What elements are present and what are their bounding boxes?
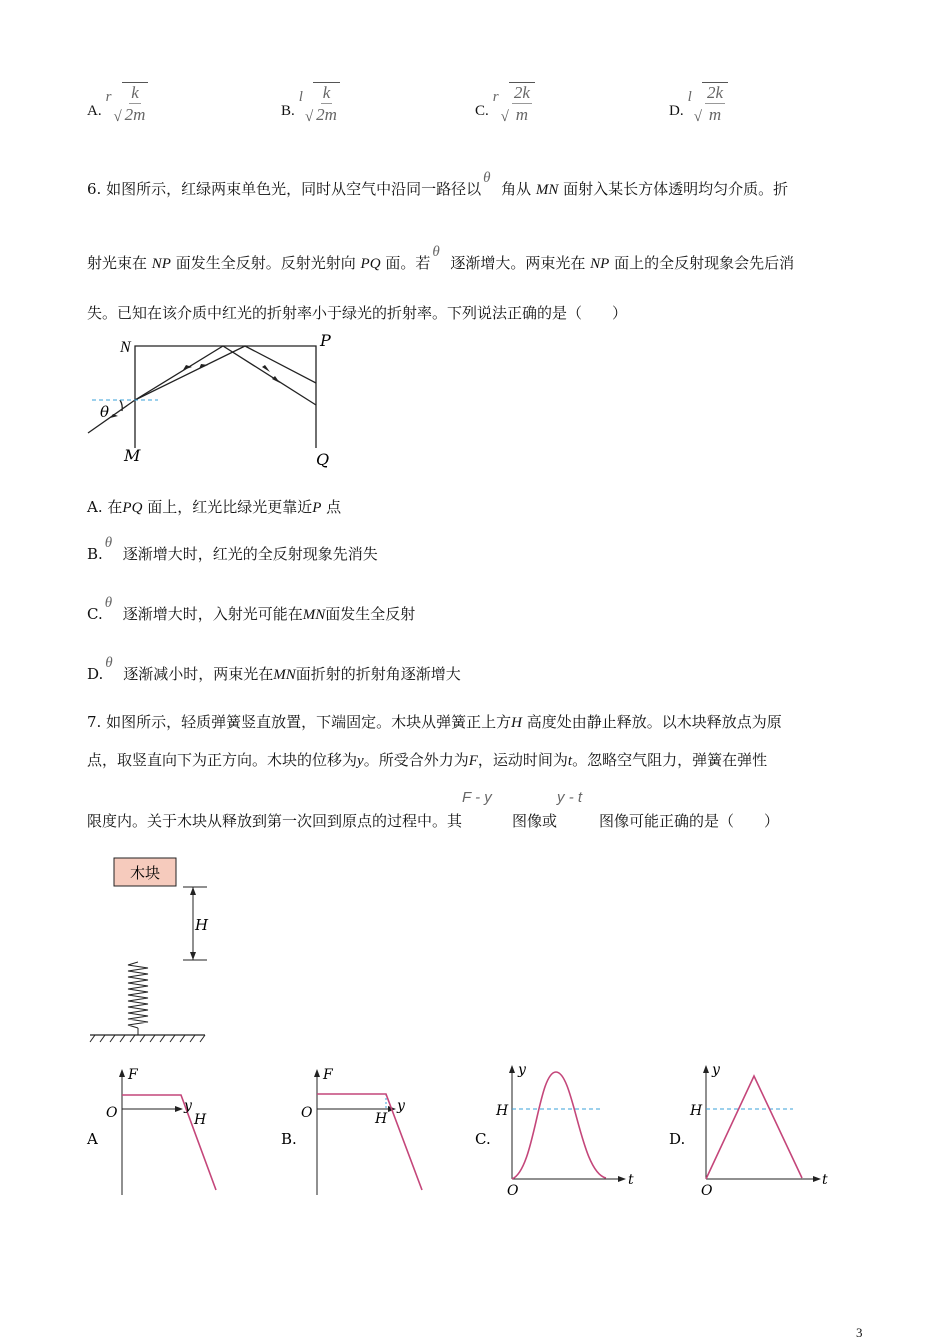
prefix: r (105, 89, 112, 105)
svg-text:H: H (496, 1103, 509, 1119)
svg-text:M: M (124, 446, 141, 465)
svg-text:N: N (120, 339, 131, 356)
numerator: k (322, 83, 331, 102)
svg-text:y: y (712, 1062, 720, 1078)
svg-text:A: A (87, 1130, 98, 1148)
q6-prism-figure (80, 330, 350, 470)
option-label: B. (281, 103, 295, 119)
svg-text:F: F (323, 1067, 333, 1083)
svg-text:H: H (690, 1103, 703, 1119)
svg-text:木块: 木块 (129, 864, 161, 882)
q6-option-b[interactable]: B. θ 逐渐增大时，红光的全反射现象先消失 (87, 535, 378, 563)
graph-d[interactable] (669, 1062, 828, 1199)
svg-text:P: P (320, 331, 331, 350)
option-label: C. (475, 103, 489, 119)
option-label: A. (87, 103, 102, 119)
q7-graphs (80, 1060, 860, 1200)
q5-option-b[interactable] (281, 82, 340, 126)
svg-text:C.: C. (475, 1130, 491, 1148)
svg-text:O: O (701, 1183, 713, 1199)
q6-line-1: 6. 如图所示，红绿两束单色光，同时从空气中沿同一路径以 θ 角从 MN 面射入某长方体透明均匀介质。折 (87, 170, 789, 198)
sqrt-icon: √ $\frac{2k}{m}$ (501, 82, 535, 126)
q6-option-a[interactable]: A. 在PQ 面上，红光比绿光更靠近P 点 (87, 498, 342, 516)
graph-a[interactable] (86, 1067, 216, 1195)
sqrt-icon: √ $\frac{k}{2m}$ (305, 82, 340, 126)
q5-option-a[interactable] (87, 82, 148, 126)
svg-text:y: y (184, 1098, 192, 1114)
denominator: m (515, 105, 528, 124)
prefix: r (492, 89, 499, 105)
graph-b[interactable] (281, 1067, 422, 1195)
q6-line-3: 失。已知在该介质中红光的折射率小于绿光的折射率。下列说法正确的是（ ） (87, 304, 628, 322)
q7-line-3: 限度内。关于木块从释放到第一次回到原点的过程中。其F - y图像或y - t图像可能正确的是（ ） (87, 789, 780, 830)
q7-line-2: 点，取竖直向下为正方向。木块的位移为y。所受合外力为F，运动时间为t。忽略空气阻力，弹簧在弹性 (87, 751, 768, 769)
q6-line-2: 射光束在 NP 面发生全反射。反射光射向 PQ 面。若 θ 逐渐增大。两束光在 NP 面上的全反射现象会先后消 (87, 244, 795, 272)
prefix: l (298, 89, 303, 105)
page-number: 3 (856, 1325, 863, 1340)
svg-text:F: F (128, 1067, 138, 1083)
numerator: 2k (513, 83, 530, 102)
svg-text:O: O (507, 1183, 519, 1199)
sqrt-icon: √ $\frac{k}{2m}$ (113, 82, 148, 126)
svg-text:y: y (397, 1098, 405, 1114)
q7-line-1: 7. 如图所示，轻质弹簧竖直放置，下端固定。木块从弹簧正上方H 高度处由静止释放。以木块释放点为原 (87, 713, 782, 731)
numerator: k (131, 83, 139, 102)
q5-option-d[interactable] (669, 82, 728, 126)
graph-c[interactable] (475, 1062, 634, 1199)
q5-option-c[interactable] (475, 82, 535, 126)
sqrt-icon: √ $\frac{2k}{m}$ (694, 82, 728, 126)
q6-option-c[interactable]: C. θ 逐渐增大时，入射光可能在MN面发生全反射 (87, 595, 416, 623)
svg-text:B.: B. (281, 1130, 297, 1148)
numerator: 2k (707, 83, 724, 102)
svg-text:t: t (822, 1172, 828, 1188)
q7-spring-figure (85, 850, 215, 1045)
denominator: 2m (124, 105, 146, 124)
prefix: l (687, 89, 692, 105)
svg-text:H: H (194, 1112, 207, 1128)
svg-text:y: y (518, 1062, 526, 1078)
svg-text:H: H (375, 1111, 388, 1127)
denominator: 2m (316, 105, 337, 124)
svg-text:O: O (106, 1105, 118, 1121)
svg-text:O: O (301, 1105, 313, 1121)
option-label: D. (669, 103, 684, 119)
q6-option-d[interactable]: D. θ 逐渐减小时，两束光在MN面折射的折射角逐渐增大 (87, 655, 461, 683)
svg-text:D.: D. (669, 1130, 686, 1148)
svg-text:θ: θ (100, 403, 110, 421)
svg-text:H: H (195, 916, 209, 934)
svg-text:Q: Q (316, 450, 330, 469)
svg-text:t: t (628, 1172, 634, 1188)
denominator: m (708, 105, 722, 124)
